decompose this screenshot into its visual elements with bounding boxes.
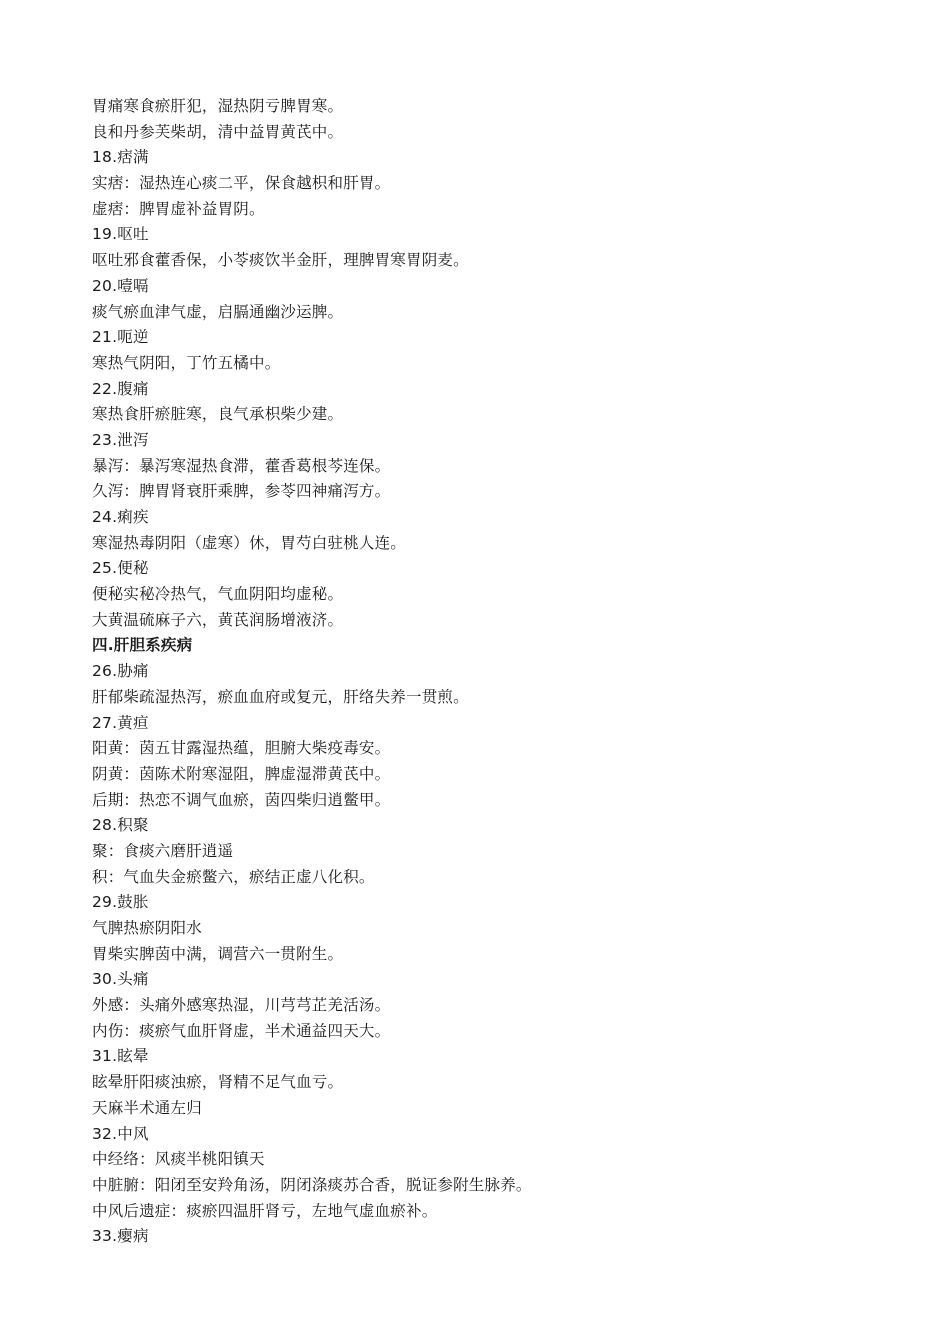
- text-line: 28.积聚: [92, 816, 149, 835]
- text-line: 良和丹参芙柴胡，清中益胃黄芪中。: [92, 122, 344, 141]
- text-line: 肝郁柴疏湿热泻，瘀血血府或复元，肝络失养一贯煎。: [92, 687, 469, 706]
- text-line: 眩晕肝阳痰浊瘀，肾精不足气血亏。: [92, 1073, 344, 1092]
- section-heading: 四.肝胆系疾病: [92, 636, 193, 655]
- text-line: 痰气瘀血津气虚，启膈通幽沙运脾。: [92, 302, 344, 321]
- text-line: 久泻：脾胃肾衰肝乘脾，参苓四神痛泻方。: [92, 482, 391, 501]
- text-line: 23.泄泻: [92, 430, 149, 449]
- text-line: 实痞：湿热连心痰二平，保食越枳和肝胃。: [92, 174, 391, 193]
- text-line: 中脏腑：阳闭至安羚角汤，阴闭涤痰苏合香，脱证参附生脉养。: [92, 1175, 532, 1194]
- document-page: [92, 94, 912, 1250]
- text-line: 中经络：风痰半桃阳镇天: [92, 1150, 265, 1169]
- text-line: 31.眩晕: [92, 1047, 149, 1066]
- text-line: 暴泻：暴泻寒湿热食滞，藿香葛根芩连保。: [92, 456, 391, 475]
- text-line: 32.中风: [92, 1124, 149, 1143]
- text-line: 20.噎嗝: [92, 276, 149, 295]
- text-line: 26.胁痛: [92, 662, 149, 681]
- text-line: 25.便秘: [92, 559, 149, 578]
- text-line: 后期：热恋不调气血瘀，茵四柴归逍鳖甲。: [92, 790, 391, 809]
- text-line: 阴黄：茵陈术附寒湿阻，脾虚湿滞黄芪中。: [92, 764, 391, 783]
- text-line: 阳黄：茵五甘露湿热蕴，胆腑大柴疫毒安。: [92, 739, 391, 758]
- text-line: 外感：头痛外感寒热湿，川芎芎芷羌活汤。: [92, 996, 391, 1015]
- text-line: 寒湿热毒阴阳（虚寒）休，胃芍白驻桃人连。: [92, 533, 407, 552]
- text-line: 气脾热瘀阴阳水: [92, 919, 202, 937]
- text-line: 27.黄疸: [92, 713, 149, 732]
- text-line: 呕吐邪食藿香保，小苓痰饮半金肝，理脾胃寒胃阴麦。: [92, 251, 469, 270]
- text-line: 聚：食痰六磨肝逍遥: [92, 841, 234, 860]
- text-line: 21.呃逆: [92, 328, 149, 347]
- text-line: 胃柴实脾茵中满，调营六一贯附生。: [92, 944, 344, 963]
- text-line: 胃痛寒食瘀肝犯，湿热阴亏脾胃寒。: [92, 97, 344, 115]
- text-line: 18.痞满: [92, 148, 149, 167]
- text-line: 33.瘿病: [92, 1227, 149, 1246]
- text-line: 24.痢疾: [92, 508, 149, 526]
- text-line: 天麻半术通左归: [92, 1098, 202, 1117]
- text-line: 内伤：痰瘀气血肝肾虚，半术通益四天大。: [92, 1021, 391, 1040]
- text-line: 积：气血失金瘀鳖六，瘀结正虚八化积。: [92, 867, 375, 886]
- text-line: 便秘实秘冷热气，气血阴阳均虚秘。: [92, 585, 344, 604]
- text-line: 29.鼓胀: [92, 893, 149, 912]
- text-line: 22.腹痛: [92, 379, 149, 398]
- text-line: 虚痞：脾胃虚补益胃阴。: [92, 199, 265, 218]
- text-line: 大黄温硫麻子六，黄芪润肠增液济。: [92, 610, 344, 629]
- text-line: 寒热气阴阳，丁竹五橘中。: [92, 353, 281, 372]
- text-line: 寒热食肝瘀脏寒，良气承枳柴少建。: [92, 405, 344, 424]
- text-line: 19.呕吐: [92, 225, 149, 244]
- text-line: 30.头痛: [92, 970, 149, 989]
- text-line: 中风后遗症：痰瘀四温肝肾亏，左地气虚血瘀补。: [92, 1201, 438, 1220]
